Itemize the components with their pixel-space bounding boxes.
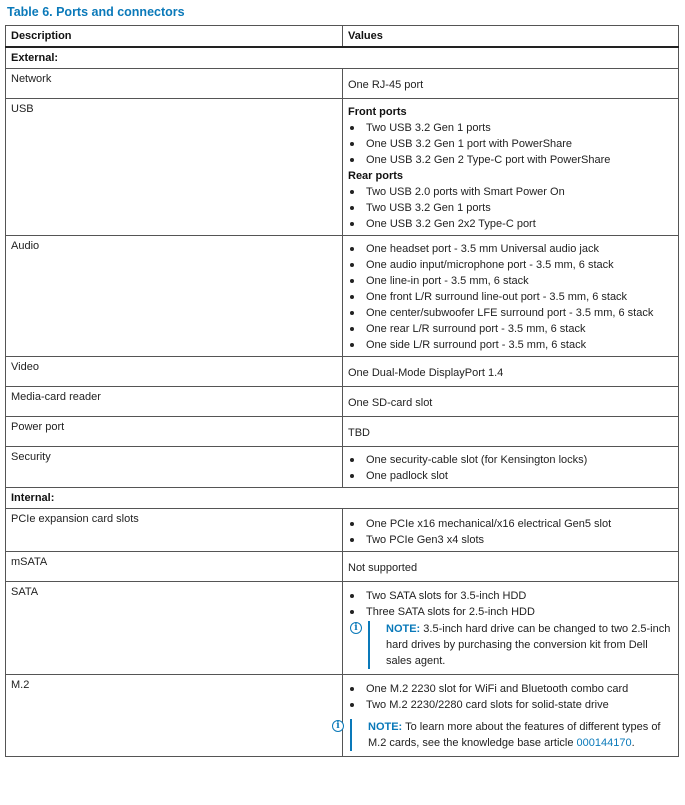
list-item: Two PCIe Gen3 x4 slots (348, 532, 674, 548)
m2-list (348, 681, 674, 713)
row-value (343, 509, 679, 552)
row-label: M.2 (6, 675, 343, 757)
list-item: Two SATA slots for 3.5-inch HDD (348, 588, 674, 604)
usb-rear-list (348, 184, 674, 232)
row-label: mSATA (6, 552, 343, 582)
sata-list (348, 588, 674, 620)
list-item: One headset port - 3.5 mm Universal audio jack (348, 241, 674, 257)
row-label: USB (6, 99, 343, 236)
table-row (6, 387, 679, 417)
table-row (6, 509, 679, 552)
list-item: One padlock slot (348, 468, 674, 484)
row-value (343, 582, 679, 675)
table-row (6, 552, 679, 582)
table-row (6, 582, 679, 675)
table-row (6, 675, 679, 757)
list-item: One side L/R surround port - 3.5 mm, 6 stack (348, 337, 674, 353)
list-item: One PCIe x16 mechanical/x16 electrical Gen5 slot (348, 516, 674, 532)
usb-front-list (348, 120, 674, 168)
list-item: Two USB 2.0 ports with Smart Power On (348, 184, 674, 200)
row-value (343, 236, 679, 357)
sata-note (354, 621, 674, 669)
table-row (6, 69, 679, 99)
row-value: One RJ-45 port (343, 69, 679, 99)
list-item: One M.2 2230 slot for WiFi and Bluetooth combo card (348, 681, 674, 697)
security-list (348, 452, 674, 484)
usb-rear-title: Rear ports (348, 170, 404, 182)
table-row (6, 236, 679, 357)
m2-note (336, 719, 674, 751)
header-description: Description (6, 26, 343, 48)
list-item: One center/subwoofer LFE surround port - 3.5 mm, 6 stack (348, 305, 674, 321)
table-row (6, 417, 679, 447)
note-label: NOTE: (368, 721, 403, 733)
row-label: PCIe expansion card slots (6, 509, 343, 552)
audio-list (348, 241, 674, 353)
list-item: Two M.2 2230/2280 card slots for solid-state drive (348, 697, 674, 713)
row-label: Power port (6, 417, 343, 447)
kb-article-link[interactable]: 000144170 (576, 737, 632, 749)
table-row (6, 447, 679, 488)
header-values: Values (343, 26, 679, 48)
section-title: Internal: (6, 488, 679, 509)
section-title: External: (6, 47, 679, 69)
table-row (6, 357, 679, 387)
row-value: One Dual-Mode DisplayPort 1.4 (343, 357, 679, 387)
row-label: SATA (6, 582, 343, 675)
section-external (6, 47, 679, 69)
list-item: One rear L/R surround port - 3.5 mm, 6 stack (348, 321, 674, 337)
table-row (6, 99, 679, 236)
list-item: Two USB 3.2 Gen 1 ports (348, 200, 674, 216)
list-item: One USB 3.2 Gen 2x2 Type-C port (348, 216, 674, 232)
section-internal (6, 488, 679, 509)
row-value: Not supported (343, 552, 679, 582)
info-icon: i (350, 622, 362, 634)
list-item: One security-cable slot (for Kensington locks) (348, 452, 674, 468)
table-caption: Table 6. Ports and connectors (7, 5, 185, 19)
list-item: One line-in port - 3.5 mm, 6 stack (348, 273, 674, 289)
row-value: One SD-card slot (343, 387, 679, 417)
row-label: Security (6, 447, 343, 488)
list-item: One front L/R surround line-out port - 3.5 mm, 6 stack (348, 289, 674, 305)
table-header-row (6, 26, 679, 48)
note-label: NOTE: (386, 623, 421, 635)
usb-front-title: Front ports (348, 106, 407, 118)
row-value (343, 99, 679, 236)
row-label: Media-card reader (6, 387, 343, 417)
note-end: . (631, 737, 635, 749)
row-label: Audio (6, 236, 343, 357)
info-icon: i (332, 720, 344, 732)
row-value: TBD (343, 417, 679, 447)
ports-connectors-table (5, 25, 679, 757)
row-value (343, 447, 679, 488)
note-text: 3.5-inch hard drive can be changed to two 2.5-inch hard drives by purchasing the conversion kit from Dell sales agent. (386, 623, 671, 667)
list-item: One USB 3.2 Gen 1 port with PowerShare (348, 136, 674, 152)
list-item: Three SATA slots for 2.5-inch HDD (348, 604, 674, 620)
list-item: One USB 3.2 Gen 2 Type-C port with PowerShare (348, 152, 674, 168)
note-text: To learn more about the features of different types of M.2 cards, see the knowledge base article (368, 721, 661, 749)
row-label: Network (6, 69, 343, 99)
pcie-list (348, 516, 674, 548)
list-item: One audio input/microphone port - 3.5 mm, 6 stack (348, 257, 674, 273)
row-value (336, 675, 679, 757)
row-label: Video (6, 357, 343, 387)
list-item: Two USB 3.2 Gen 1 ports (348, 120, 674, 136)
